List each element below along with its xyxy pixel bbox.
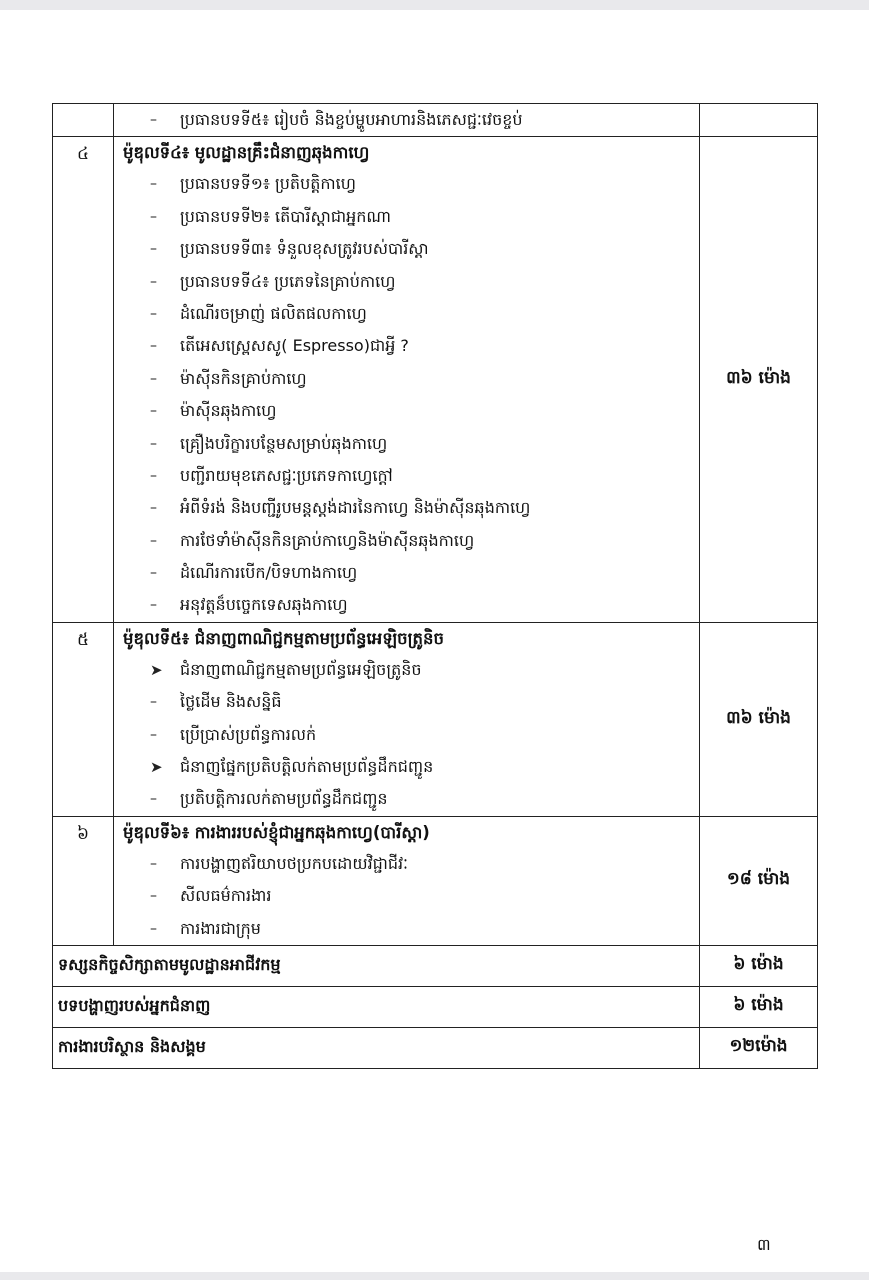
topic-item — [114, 428, 699, 460]
arrow-bullet-icon: ➤ — [150, 660, 163, 679]
dash-bullet: – — [150, 273, 157, 290]
module-hours: ៣៦ ម៉ោង — [700, 622, 818, 816]
module-row — [53, 816, 818, 945]
module-number: ៦ — [53, 816, 114, 945]
topic-text: ប្រតិបត្តិការលក់តាមប្រព័ន្ធដឹកជញ្ជូន — [180, 789, 388, 809]
topic-text: បញ្ជីរាយមុខភេសជ្ជៈប្រភេទកាហ្វេក្តៅ — [180, 465, 393, 485]
topic-item — [114, 330, 699, 362]
dash-bullet: – — [150, 208, 157, 225]
summary-row — [53, 1027, 818, 1068]
module-title: ម៉ូឌុលទី៦៖ ការងាររបស់ខ្ញុំជាអ្នកឆុងកាហ្វេ(បារីស្តា) — [123, 822, 430, 842]
syllabus-table — [52, 103, 818, 1069]
dash-bullet: – — [150, 791, 157, 808]
dash-bullet: – — [150, 467, 157, 484]
dash-bullet: – — [150, 370, 157, 387]
topic-item — [114, 686, 699, 718]
topic-item — [114, 913, 699, 945]
topic-text: ប្រធានបទទី១៖ ប្រតិបត្តិកាហ្វេ — [180, 174, 356, 194]
topic-item — [114, 363, 699, 395]
dash-bullet: – — [150, 532, 157, 549]
topic-item — [114, 589, 699, 621]
topic-text: ប្រធានបទទី៤៖ ប្រភេទនៃគ្រាប់កាហ្វេ — [180, 271, 396, 291]
dash-bullet: – — [150, 888, 157, 905]
dash-bullet: – — [150, 597, 157, 614]
topic-item — [114, 880, 699, 912]
dash-bullet: – — [150, 241, 157, 258]
topic-item — [114, 233, 699, 265]
dash-bullet: – — [150, 176, 157, 193]
topic-text: គ្រឿងបរិក្ខារបន្ថែមសម្រាប់ឆុងកាហ្វេ — [180, 433, 388, 453]
topic-item — [114, 525, 699, 557]
document-page — [0, 10, 869, 1272]
module-content — [114, 104, 700, 137]
module-title: ម៉ូឌុលទី៤៖ មូលដ្ឋានគ្រឹះជំនាញឆុងកាហ្វេ — [123, 143, 370, 163]
topic-text: ដំណើរការបើក/បិទហាងកាហ្វេ — [180, 563, 358, 583]
topic-item — [114, 395, 699, 427]
module-hours: ៣៦ ម៉ោង — [700, 137, 818, 622]
topic-item — [114, 783, 699, 815]
topic-item — [114, 266, 699, 298]
topic-item — [114, 168, 699, 200]
module-content — [114, 816, 700, 945]
summary-hours: ៦ ម៉ោង — [700, 945, 818, 986]
dash-bullet: – — [150, 855, 157, 872]
page-number: ៣ — [757, 1235, 771, 1254]
module-content — [114, 622, 700, 816]
topic-text: ម៉ាស៊ីនកិនគ្រាប់កាហ្វេ — [180, 368, 307, 388]
topic-text: ការបង្ហាញឥរិយាបថប្រកបដោយវិជ្ជាជីវៈ — [180, 853, 409, 873]
topic-item — [114, 848, 699, 880]
module-hours — [700, 104, 818, 137]
summary-label: ការងារបរិស្ថាន និងសង្គម — [53, 1027, 700, 1068]
summary-row — [53, 986, 818, 1027]
topic-text: ប្រើប្រាស់ប្រព័ន្ធការលក់ — [180, 724, 317, 744]
summary-hours: ៦ ម៉ោង — [700, 986, 818, 1027]
topic-text: តើអេសស្ព្រេសសូ( Espresso)ជាអ្វី ? — [180, 336, 409, 356]
topic-text: សីលធម៌ការងារ — [180, 886, 272, 906]
topic-text: ប្រធានបទទី៥៖ រៀបចំ និងខ្ចប់ម្ហូបអាហារនិងភេសជ្ជៈវេចខ្ចប់ — [180, 110, 523, 129]
topic-item — [114, 201, 699, 233]
topic-item — [114, 654, 699, 686]
dash-bullet: – — [150, 726, 157, 743]
topic-text: ការថែទាំម៉ាស៊ីនកិនគ្រាប់កាហ្វេនិងម៉ាស៊ីនឆុងកាហ្វេ — [180, 530, 475, 550]
topic-text: ជំនាញផ្នែកប្រតិបត្តិលក់តាមប្រព័ន្ធដឹកជញ្ជូន — [180, 757, 434, 777]
arrow-bullet-icon: ➤ — [150, 758, 163, 777]
topic-item — [114, 492, 699, 524]
topic-item — [114, 557, 699, 589]
topic-item — [114, 104, 699, 136]
summary-row — [53, 945, 818, 986]
topic-text: ប្រធានបទទី៣៖ ទំនួលខុសត្រូវរបស់បារីស្តា — [180, 239, 429, 259]
topic-text: អំពីទំរង់ និងបញ្ជីរូបមន្តស្តង់ដារនៃកាហ្វេ និងម៉ាស៊ីនឆុងកាហ្វេ — [180, 498, 531, 518]
dash-bullet: – — [150, 305, 157, 322]
dash-bullet: – — [150, 500, 157, 517]
topic-text: ម៉ាស៊ីនឆុងកាហ្វេ — [180, 401, 277, 421]
dash-bullet: – — [150, 338, 157, 355]
dash-bullet: – — [150, 435, 157, 452]
module-number: ៥ — [53, 622, 114, 816]
module-number — [53, 104, 114, 137]
module-row — [53, 622, 818, 816]
dash-bullet: – — [150, 565, 157, 582]
dash-bullet: – — [150, 694, 157, 711]
dash-bullet: – — [150, 403, 157, 420]
topic-item — [114, 298, 699, 330]
topic-text: ជំនាញពាណិជ្ជកម្មតាមប្រព័ន្ធអេឡិចត្រូនិច — [180, 659, 422, 679]
topic-text: ថ្លៃដើម និងសន្និធិ — [180, 692, 282, 712]
topic-text: ប្រធានបទទី២៖ តើបារីស្តាជាអ្នកណា — [180, 206, 392, 226]
dash-bullet: – — [150, 112, 157, 128]
module-row — [53, 137, 818, 622]
topic-item — [114, 751, 699, 783]
module-content — [114, 137, 700, 622]
syllabus-body — [53, 104, 818, 1069]
summary-hours: ១២ម៉ោង — [700, 1027, 818, 1068]
module-title: ម៉ូឌុលទី៥៖ ជំនាញពាណិជ្ជកម្មតាមប្រព័ន្ធអេឡិចត្រូនិច — [123, 628, 444, 648]
module-row — [53, 104, 818, 137]
topic-text: ការងារជាក្រុម — [180, 918, 261, 938]
module-number: ៤ — [53, 137, 114, 622]
dash-bullet: – — [150, 920, 157, 937]
topic-item — [114, 460, 699, 492]
summary-label: ទស្សនកិច្ចសិក្សាតាមមូលដ្ឋានអាជីវកម្ម — [53, 945, 700, 986]
module-hours: ១៨ ម៉ោង — [700, 816, 818, 945]
topic-item — [114, 719, 699, 751]
topic-text: ដំណើរចម្រាញ់ ផលិតផលកាហ្វេ — [180, 303, 367, 323]
summary-label: បទបង្ហាញរបស់អ្នកជំនាញ — [53, 986, 700, 1027]
topic-text: អនុវត្តន៏បច្ចេកទេសឆុងកាហ្វេ — [180, 595, 348, 615]
